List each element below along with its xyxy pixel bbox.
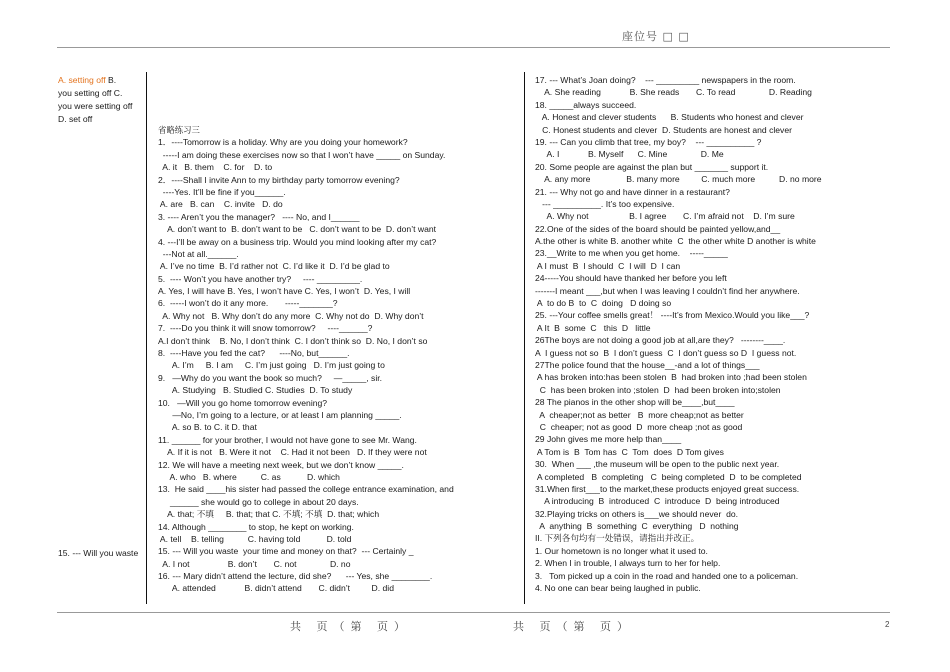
text-line: 30. When ___ ,the museum will be open to the public next year. [535, 459, 780, 470]
text-line: A. I’m B. I am C. I’m just going D. I’m just going to [158, 360, 385, 371]
column-divider-middle [524, 72, 525, 604]
text-line: 27The police found that the house__-and a lot of things___ [535, 359, 760, 370]
left-margin-note [58, 74, 146, 126]
footer-rule [57, 612, 890, 613]
page-number: 2 [885, 620, 890, 629]
text-line: A. Honest and clever students B. Students who honest and clever [535, 112, 804, 123]
text-line: 25. ---Your coffee smells great！ ----It’s from Mexico.Would you like___? [535, 310, 810, 321]
text-line: 1．----Tomorrow is a holiday. Why are you doing your homework? [158, 137, 408, 148]
text-line: A. I not B. don’t C. not D. no [158, 558, 351, 569]
text-line: A.the other is white B. another white C the other white D another is white [535, 236, 816, 247]
seat-number-label: 座位号 □ □ [622, 30, 690, 43]
text-line: 29 John gives me more help than____ [535, 434, 682, 445]
text-line: ______ she would go to college in about 20 days. [158, 496, 359, 507]
text-line: 28 The pianos in the other shop will be____,but____ [535, 397, 735, 408]
note-line: D. set off [58, 114, 93, 124]
text-line: C cheaper; not as good D more cheap ;not as good [535, 421, 743, 432]
text-line: A. Why not B. Why don’t do any more C. Why not do D. Why don’t [158, 310, 424, 321]
text-line: A. so B. to C. it D. that [158, 422, 257, 433]
text-line: A introducing B introduced C introduce D being introduced [535, 496, 780, 507]
text-line: A. it B. them C. for D. to [158, 162, 273, 173]
text-line: 10. —Will you go home tomorrow evening? [158, 397, 328, 408]
text-line: 9. —Why do you want the book so much? —_____, sir. [158, 372, 383, 383]
text-line: 4. ---I’ll be away on a business trip. Would you mind looking after my cat? [158, 236, 437, 247]
text-line: 2. When I in trouble, I always turn to her for help. [535, 558, 721, 569]
text-line: 12. We will have a meeting next week, but we don’t know _____. [158, 459, 404, 470]
text-line: 24-----You should have thanked her before you left [535, 273, 727, 284]
text-line: A anything B something C everything D nothing [535, 521, 739, 532]
text-line: ---Not at all.______. [158, 248, 239, 259]
text-line: A I must B I should C I will D I can [535, 260, 681, 271]
text-line: A. that; 不填 B. that; that C. 不填; 不填 D. that; which [158, 509, 380, 520]
text-line: 23.__Write to me when you get home. -----_____ [535, 248, 728, 259]
text-line: A. I B. Myself C. Mine D. Me [535, 149, 724, 160]
text-line: A. any more B. many more C. much more D. no more [535, 174, 822, 185]
text-line: A. tell B. telling C. having told D. told [158, 533, 352, 544]
text-line: A Tom is B Tom has C Tom does D Tom gives [535, 446, 724, 457]
text-line: 14. Although ________ to stop, he kept on working. [158, 521, 354, 532]
text-line: A to do B to C doing D doing so [535, 298, 672, 309]
exercise-column-middle [158, 124, 520, 595]
text-line: A cheaper;not as better B more cheap;not as better [535, 409, 744, 420]
text-line: 省略练习三 [158, 125, 200, 135]
footer-page-count-left: 共 页（第 页） [290, 620, 411, 633]
header-rule [57, 47, 890, 48]
text-line: 8. ----Have you fed the cat? ----No, but______. [158, 348, 350, 359]
text-line: A. don’t want to B. don’t want to be C. don’t want to be D. don’t want [158, 224, 437, 235]
text-line: 1. Our hometown is no longer what it used to. [535, 545, 708, 556]
text-line: 21. --- Why not go and have dinner in a restaurant? [535, 186, 730, 197]
text-line: -------I meant ___,but when I was leaving I couldn’t find her anywhere. [535, 285, 800, 296]
text-line: A completed B completing C being completed D to be completed [535, 471, 802, 482]
text-line: 6. -----I won’t do it any more. -----_______? [158, 298, 338, 309]
text-line: A. I’ve no time B. I’d rather not C. I’d like it D. I’d be glad to [158, 261, 390, 272]
text-line: 17. --- What’s Joan doing? --- _________ newspapers in the room. [535, 75, 796, 85]
text-line: -----I am doing these exercises now so that I won’t have _____ on Sunday. [158, 149, 446, 160]
text-line: 32.Playing tricks on others is___we should never do. [535, 508, 739, 519]
text-line: A. attended B. didn’t attend C. didn’t D. did [158, 583, 394, 594]
text-line: 15. --- Will you waste your time and money on that? --- Certainly _ [158, 546, 414, 557]
text-line: 16. --- Mary didn’t attend the lecture, did she? --- Yes, she ________. [158, 571, 433, 582]
exercise-column-right [535, 74, 891, 594]
note-line: you were setting off [58, 101, 133, 111]
text-line: II. 下列各句均有一处错误，请指出并改正。 [535, 533, 700, 544]
text-line: A. If it is not B. Were it not C. Had it not been D. If they were not [158, 447, 427, 458]
text-line: 2．----Shall I invite Ann to my birthday party tomorrow evening? [158, 174, 400, 185]
text-line: A. Studying B. Studied C. Studies D. To study [158, 385, 353, 396]
text-line: 13. He said ____his sister had passed the college entrance examination, and [158, 484, 454, 495]
text-line: A. Yes, I will have B. Yes, I won’t have C. Yes, I won’t D. Yes, I will [158, 286, 411, 297]
text-line: C. Honest students and clever D. Students are honest and clever [535, 124, 792, 135]
text-line: A has broken into:has been stolen B had broken into ;had been stolen [535, 372, 807, 383]
text-line: 3. ---- Aren’t you the manager? ---- No, and I______ [158, 211, 360, 222]
text-line: 3. Tom picked up a coin in the road and handed one to a policeman. [535, 570, 799, 581]
text-line: 11. ______ for your brother, I would not have gone to see Mr. Wang. [158, 434, 417, 445]
text-line: —No, I’m going to a lecture, or at least I am planning _____. [158, 409, 402, 420]
text-line: A.I don’t think B. No, I don’t think C. I don’t think so D. No, I don’t so [158, 335, 428, 346]
text-line: A It B some C this D little [535, 322, 651, 333]
text-line: 22.One of the sides of the board should be painted yellow,and__ [535, 223, 781, 234]
text-line: 31.When first___to the market,these products enjoyed great success. [535, 483, 800, 494]
text-line: A. are B. can C. invite D. do [158, 199, 283, 210]
text-line: 26The boys are not doing a good job at all,are they? --------____. [535, 335, 786, 346]
text-line: A. She reading B. She reads C. To read D. Reading [535, 87, 812, 98]
text-line: 18. _____always succeed. [535, 99, 637, 110]
text-line: A I guess not so B I don’t guess C I don’t guess so D I guess not. [535, 347, 797, 358]
text-line: 4. No one can bear being laughed in public. [535, 583, 701, 594]
text-line: 19. --- Can you climb that tree, my boy? --- __________ ? [535, 136, 762, 147]
text-line: 20. Some people are against the plan but _______ support it. [535, 161, 769, 172]
text-line: 7. ----Do you think it will snow tomorrow? ----______? [158, 323, 373, 334]
text-line: 5. ---- Won’t you have another try? ---- _________. [158, 273, 363, 284]
text-line: C has been broken into ;stolen D had been broken into;stolen [535, 384, 781, 395]
text-line: A. Why not B. I agree C. I’m afraid not D. I’m sure [535, 211, 795, 222]
note-line: you setting off C. [58, 88, 123, 98]
footer-page-count-right: 共 页（第 页） [513, 620, 634, 633]
text-line: ----Yes. It’ll be fine if you______. [158, 186, 286, 197]
note-line: B. [105, 75, 117, 85]
highlighted-option: A. setting off [58, 75, 106, 85]
column-divider-left [146, 72, 147, 604]
text-line: --- __________. It’s too expensive. [535, 198, 675, 209]
margin-question-fragment: 15. --- Will you waste [58, 548, 139, 558]
text-line: A. who B. where C. as D. which [158, 471, 340, 482]
